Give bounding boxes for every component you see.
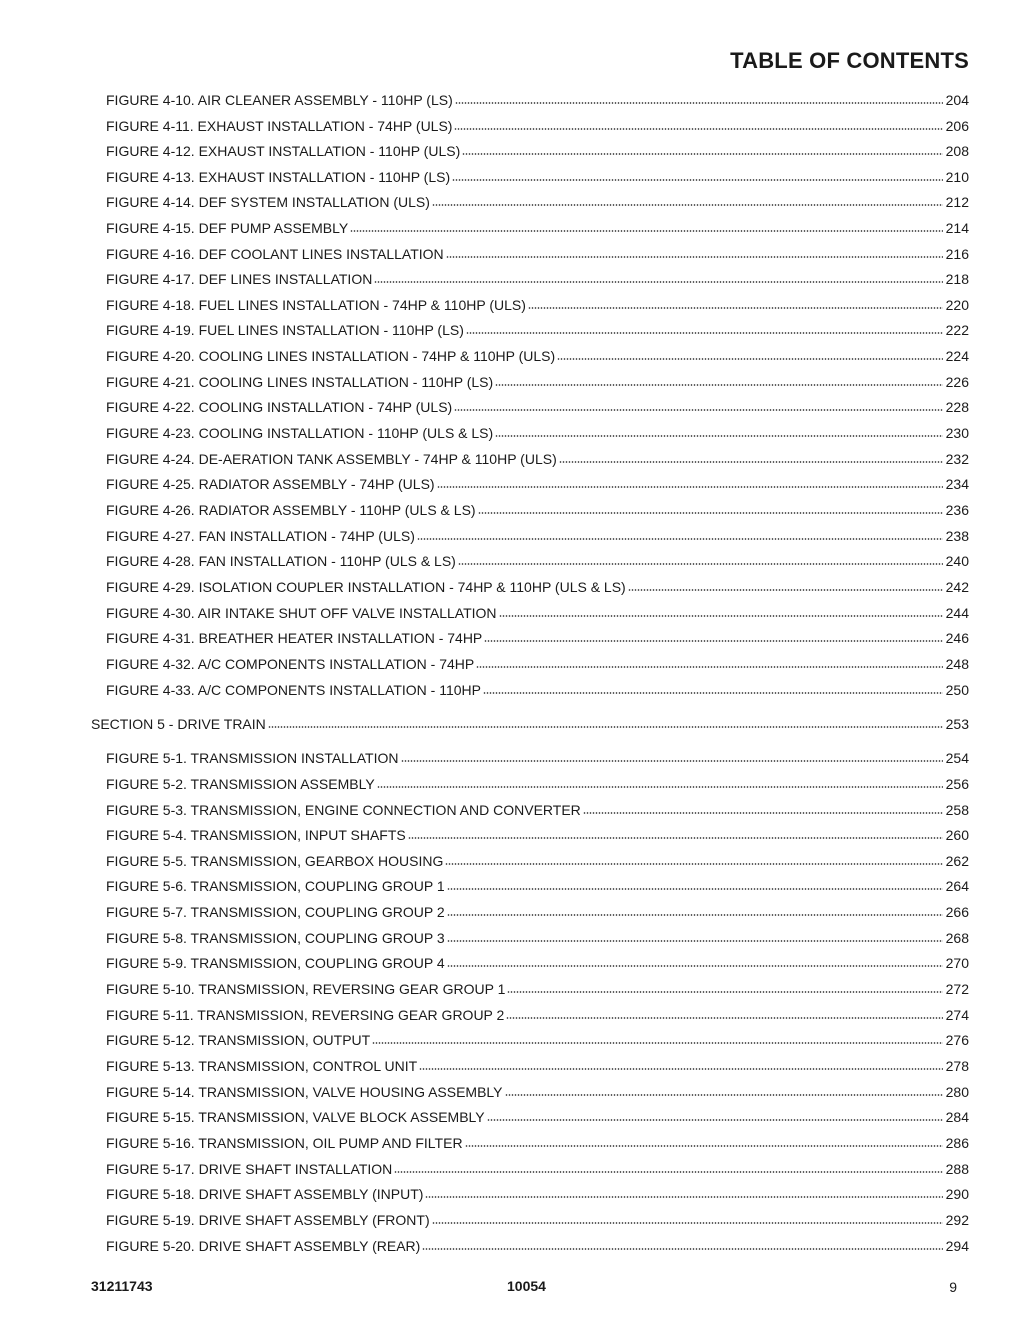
toc-entry-figure-5-5[interactable] xyxy=(106,851,969,869)
toc-entry-page: 280 xyxy=(945,1084,969,1100)
toc-entry-page: 232 xyxy=(945,451,969,467)
footer-code: 10054 xyxy=(507,1278,546,1294)
toc-entry-label: FIGURE 4-31. BREATHER HEATER INSTALLATION - 74HP xyxy=(106,630,483,646)
toc-entry-figure-5-1[interactable] xyxy=(106,748,969,766)
toc-entry-page: 228 xyxy=(945,399,969,415)
toc-entry-label: FIGURE 4-22. COOLING INSTALLATION - 74HP (ULS) xyxy=(106,399,453,415)
dot-leader xyxy=(476,665,942,669)
toc-entry-label: FIGURE 5-1. TRANSMISSION INSTALLATION xyxy=(106,750,399,766)
page-title: TABLE OF CONTENTS xyxy=(730,48,969,73)
toc-entry-figure-4-28[interactable] xyxy=(106,551,969,569)
toc-entry-page: 290 xyxy=(945,1186,969,1202)
toc-entry-page: 250 xyxy=(945,682,969,698)
toc-entry-label: FIGURE 4-28. FAN INSTALLATION - 110HP (ULS & LS) xyxy=(106,553,456,569)
toc-entry-label: FIGURE 4-16. DEF COOLANT LINES INSTALLATION xyxy=(106,246,444,262)
toc-entry-label: FIGURE 5-16. TRANSMISSION, OIL PUMP AND FILTER xyxy=(106,1135,463,1151)
toc-entry-label: FIGURE 4-24. DE-AERATION TANK ASSEMBLY - 74HP & 110HP (ULS) xyxy=(106,451,557,467)
dot-leader xyxy=(447,913,943,917)
toc-entry-page: 270 xyxy=(945,955,969,971)
dot-leader xyxy=(417,537,943,541)
dot-leader xyxy=(462,152,942,156)
toc-entry-figure-4-24[interactable] xyxy=(106,449,969,467)
toc-entry-page: 240 xyxy=(945,553,969,569)
toc-entry-label: FIGURE 5-18. DRIVE SHAFT ASSEMBLY (INPUT) xyxy=(106,1186,424,1202)
toc-entry-figure-4-19[interactable] xyxy=(106,320,969,338)
dot-leader xyxy=(374,280,942,284)
dot-leader xyxy=(419,1067,942,1071)
toc-entry-label: FIGURE 4-25. RADIATOR ASSEMBLY - 74HP (ULS) xyxy=(106,476,435,492)
toc-entry-page: 254 xyxy=(945,750,969,766)
toc-entry-label: FIGURE 5-17. DRIVE SHAFT INSTALLATION xyxy=(106,1161,393,1177)
toc-entry-page: 284 xyxy=(945,1109,969,1125)
toc-entry-page: 256 xyxy=(945,776,969,792)
toc-entry-label: SECTION 5 - DRIVE TRAIN xyxy=(91,716,266,732)
toc-entry-page: 216 xyxy=(945,246,969,262)
toc-entry-label: FIGURE 5-14. TRANSMISSION, VALVE HOUSING ASSEMBLY xyxy=(106,1084,503,1100)
toc-entry-page: 253 xyxy=(945,716,969,732)
toc-entry-figure-4-15[interactable] xyxy=(106,218,969,236)
dot-leader xyxy=(445,862,942,866)
dot-leader xyxy=(478,511,943,515)
dot-leader xyxy=(452,178,943,182)
toc-entry-figure-4-22[interactable] xyxy=(106,397,969,415)
toc-entry-figure-5-12[interactable] xyxy=(106,1030,969,1048)
toc-entry-page: 226 xyxy=(945,374,969,390)
toc-entry-label: FIGURE 4-15. DEF PUMP ASSEMBLY xyxy=(106,220,349,236)
toc-entry-page: 238 xyxy=(945,528,969,544)
toc-entry-label: FIGURE 5-19. DRIVE SHAFT ASSEMBLY (FRONT) xyxy=(106,1212,430,1228)
toc-entry-label: FIGURE 4-11. EXHAUST INSTALLATION - 74HP (ULS) xyxy=(106,118,453,134)
dot-leader xyxy=(394,1170,942,1174)
toc-entry-figure-5-11[interactable] xyxy=(106,1005,969,1023)
toc-entry-section-5[interactable] xyxy=(91,714,969,732)
toc-entry-label: FIGURE 5-10. TRANSMISSION, REVERSING GEAR GROUP 1 xyxy=(106,981,506,997)
toc-entry-figure-4-10[interactable] xyxy=(106,90,969,108)
dot-leader xyxy=(401,759,943,763)
toc-entry-label: FIGURE 4-17. DEF LINES INSTALLATION xyxy=(106,271,373,287)
toc-entry-label: FIGURE 5-5. TRANSMISSION, GEARBOX HOUSING xyxy=(106,853,444,869)
toc-entry-figure-4-17[interactable] xyxy=(106,269,969,287)
dot-leader xyxy=(454,408,942,412)
toc-entry-page: 264 xyxy=(945,878,969,894)
dot-leader xyxy=(432,203,943,207)
dot-leader xyxy=(425,1195,942,1199)
toc-entry-figure-5-8[interactable] xyxy=(106,928,969,946)
toc-entry-page: 258 xyxy=(945,802,969,818)
toc-entry-page: 266 xyxy=(945,904,969,920)
toc-entry-figure-4-23[interactable] xyxy=(106,423,969,441)
toc-entry-figure-5-20[interactable] xyxy=(106,1236,969,1254)
toc-entry-label: FIGURE 4-19. FUEL LINES INSTALLATION - 110HP (LS) xyxy=(106,322,464,338)
dot-leader xyxy=(465,1144,943,1148)
toc-entry-label: FIGURE 5-4. TRANSMISSION, INPUT SHAFTS xyxy=(106,827,406,843)
toc-entry-figure-5-18[interactable] xyxy=(106,1184,969,1202)
toc-entry-figure-4-26[interactable] xyxy=(106,500,969,518)
toc-entry-figure-4-11[interactable] xyxy=(106,116,969,134)
dot-leader xyxy=(506,1016,942,1020)
toc-entry-page: 246 xyxy=(945,630,969,646)
toc-entry-page: 262 xyxy=(945,853,969,869)
dot-leader xyxy=(350,229,942,233)
toc-entry-figure-5-13[interactable] xyxy=(106,1056,969,1074)
toc-entry-page: 242 xyxy=(945,579,969,595)
toc-entry-label: FIGURE 4-12. EXHAUST INSTALLATION - 110HP (ULS) xyxy=(106,143,461,159)
toc-entry-figure-5-19[interactable] xyxy=(106,1210,969,1228)
toc-entry-label: FIGURE 5-20. DRIVE SHAFT ASSEMBLY (REAR) xyxy=(106,1238,421,1254)
toc-entry-page: 278 xyxy=(945,1058,969,1074)
dot-leader xyxy=(447,939,943,943)
toc-entry-page: 220 xyxy=(945,297,969,313)
toc-entry-page: 204 xyxy=(945,92,969,108)
toc-entry-page: 234 xyxy=(945,476,969,492)
dot-leader xyxy=(528,306,943,310)
toc-entry-page: 206 xyxy=(945,118,969,134)
dot-leader xyxy=(557,357,942,361)
toc-entry-label: FIGURE 4-20. COOLING LINES INSTALLATION - 74HP & 110HP (ULS) xyxy=(106,348,556,364)
toc-entry-label: FIGURE 5-7. TRANSMISSION, COUPLING GROUP 2 xyxy=(106,904,445,920)
dot-leader xyxy=(628,588,943,592)
dot-leader xyxy=(454,127,942,131)
toc-entry-page: 236 xyxy=(945,502,969,518)
dot-leader xyxy=(507,990,942,994)
dot-leader xyxy=(499,614,943,618)
toc-entry-label: FIGURE 4-13. EXHAUST INSTALLATION - 110HP (LS) xyxy=(106,169,451,185)
toc-entry-figure-4-30[interactable] xyxy=(106,603,969,621)
toc-entry-page: 268 xyxy=(945,930,969,946)
toc-entry-figure-5-6[interactable] xyxy=(106,876,969,894)
toc-entry-figure-5-15[interactable] xyxy=(106,1107,969,1125)
toc-entry-figure-5-3[interactable] xyxy=(106,800,969,818)
toc-entry-page: 294 xyxy=(945,1238,969,1254)
dot-leader xyxy=(446,255,943,259)
toc-entry-label: FIGURE 4-10. AIR CLEANER ASSEMBLY - 110HP (LS) xyxy=(106,92,453,108)
toc-entry-page: 218 xyxy=(945,271,969,287)
toc-entry-page: 276 xyxy=(945,1032,969,1048)
dot-leader xyxy=(422,1247,942,1251)
footer-page-number: 9 xyxy=(949,1279,957,1295)
dot-leader xyxy=(505,1093,943,1097)
dot-leader xyxy=(455,101,943,105)
dot-leader xyxy=(432,1221,943,1225)
toc-entry-page: 222 xyxy=(945,322,969,338)
toc-entry-page: 286 xyxy=(945,1135,969,1151)
toc-entry-page: 248 xyxy=(945,656,969,672)
toc-entry-figure-5-9[interactable] xyxy=(106,953,969,971)
toc-entry-label: FIGURE 4-29. ISOLATION COUPLER INSTALLATION - 74HP & 110HP (ULS & LS) xyxy=(106,579,626,595)
toc-entry-page: 244 xyxy=(945,605,969,621)
toc-entry-label: FIGURE 5-12. TRANSMISSION, OUTPUT xyxy=(106,1032,371,1048)
toc-entry-page: 272 xyxy=(945,981,969,997)
toc-entry-label: FIGURE 5-15. TRANSMISSION, VALVE BLOCK ASSEMBLY xyxy=(106,1109,485,1125)
toc-entry-figure-4-18[interactable] xyxy=(106,295,969,313)
toc-entry-label: FIGURE 5-3. TRANSMISSION, ENGINE CONNECTION AND CONVERTER xyxy=(106,802,581,818)
toc-entry-page: 292 xyxy=(945,1212,969,1228)
toc-entry-label: FIGURE 4-14. DEF SYSTEM INSTALLATION (ULS) xyxy=(106,194,430,210)
toc-entry-label: FIGURE 4-18. FUEL LINES INSTALLATION - 74HP & 110HP (ULS) xyxy=(106,297,526,313)
dot-leader xyxy=(559,460,943,464)
footer-part-number: 31211743 xyxy=(91,1278,153,1294)
dot-leader xyxy=(483,691,943,695)
dot-leader xyxy=(437,485,943,489)
toc-entry-label: FIGURE 5-8. TRANSMISSION, COUPLING GROUP 3 xyxy=(106,930,445,946)
dot-leader xyxy=(458,562,943,566)
dot-leader xyxy=(495,383,942,387)
dot-leader xyxy=(466,331,943,335)
toc-entry-figure-5-16[interactable] xyxy=(106,1133,969,1151)
dot-leader xyxy=(268,725,943,729)
toc-entry-label: FIGURE 4-33. A/C COMPONENTS INSTALLATION - 110HP xyxy=(106,682,481,698)
toc-entry-figure-4-12[interactable] xyxy=(106,141,969,159)
dot-leader xyxy=(484,639,942,643)
toc-entry-page: 274 xyxy=(945,1007,969,1023)
toc-entry-figure-4-31[interactable] xyxy=(106,628,969,646)
toc-entry-label: FIGURE 4-27. FAN INSTALLATION - 74HP (ULS) xyxy=(106,528,415,544)
toc-entry-figure-5-7[interactable] xyxy=(106,902,969,920)
dot-leader xyxy=(495,434,942,438)
dot-leader xyxy=(408,836,943,840)
dot-leader xyxy=(487,1118,943,1122)
toc-entry-label: FIGURE 4-26. RADIATOR ASSEMBLY - 110HP (ULS & LS) xyxy=(106,502,476,518)
dot-leader xyxy=(377,785,943,789)
toc-entry-page: 210 xyxy=(945,169,969,185)
toc-entry-page: 214 xyxy=(945,220,969,236)
toc-entry-page: 212 xyxy=(945,194,969,210)
toc-entry-label: FIGURE 5-6. TRANSMISSION, COUPLING GROUP 1 xyxy=(106,878,445,894)
toc-entry-page: 260 xyxy=(945,827,969,843)
toc-entry-figure-4-32[interactable] xyxy=(106,654,969,672)
toc-entry-figure-4-25[interactable] xyxy=(106,474,969,492)
toc-entry-label: FIGURE 4-23. COOLING INSTALLATION - 110HP (ULS & LS) xyxy=(106,425,494,441)
toc-entry-label: FIGURE 5-9. TRANSMISSION, COUPLING GROUP 4 xyxy=(106,955,445,971)
toc-entry-figure-5-17[interactable] xyxy=(106,1159,969,1177)
dot-leader xyxy=(447,964,943,968)
toc-entry-figure-4-20[interactable] xyxy=(106,346,969,364)
toc-entry-label: FIGURE 4-30. AIR INTAKE SHUT OFF VALVE INSTALLATION xyxy=(106,605,497,621)
toc-entry-figure-5-14[interactable] xyxy=(106,1082,969,1100)
toc-entry-label: FIGURE 4-21. COOLING LINES INSTALLATION - 110HP (LS) xyxy=(106,374,494,390)
toc-entry-label: FIGURE 5-2. TRANSMISSION ASSEMBLY xyxy=(106,776,375,792)
toc-entry-figure-5-10[interactable] xyxy=(106,979,969,997)
dot-leader xyxy=(447,887,943,891)
toc-entry-figure-4-27[interactable] xyxy=(106,526,969,544)
toc-entry-label: FIGURE 4-32. A/C COMPONENTS INSTALLATION - 74HP xyxy=(106,656,475,672)
toc-entry-figure-4-14[interactable] xyxy=(106,192,969,210)
dot-leader xyxy=(583,811,943,815)
toc-entry-figure-5-4[interactable] xyxy=(106,825,969,843)
toc-entry-page: 230 xyxy=(945,425,969,441)
toc-entry-figure-4-13[interactable] xyxy=(106,167,969,185)
toc-entry-page: 208 xyxy=(945,143,969,159)
toc-entry-label: FIGURE 5-11. TRANSMISSION, REVERSING GEAR GROUP 2 xyxy=(106,1007,505,1023)
dot-leader xyxy=(372,1041,942,1045)
toc-entry-page: 288 xyxy=(945,1161,969,1177)
toc-entry-figure-4-33[interactable] xyxy=(106,680,969,698)
toc-entry-figure-4-29[interactable] xyxy=(106,577,969,595)
toc-entry-figure-4-16[interactable] xyxy=(106,244,969,262)
toc-entry-label: FIGURE 5-13. TRANSMISSION, CONTROL UNIT xyxy=(106,1058,418,1074)
toc-entry-figure-4-21[interactable] xyxy=(106,372,969,390)
toc-entry-figure-5-2[interactable] xyxy=(106,774,969,792)
toc-entry-page: 224 xyxy=(945,348,969,364)
